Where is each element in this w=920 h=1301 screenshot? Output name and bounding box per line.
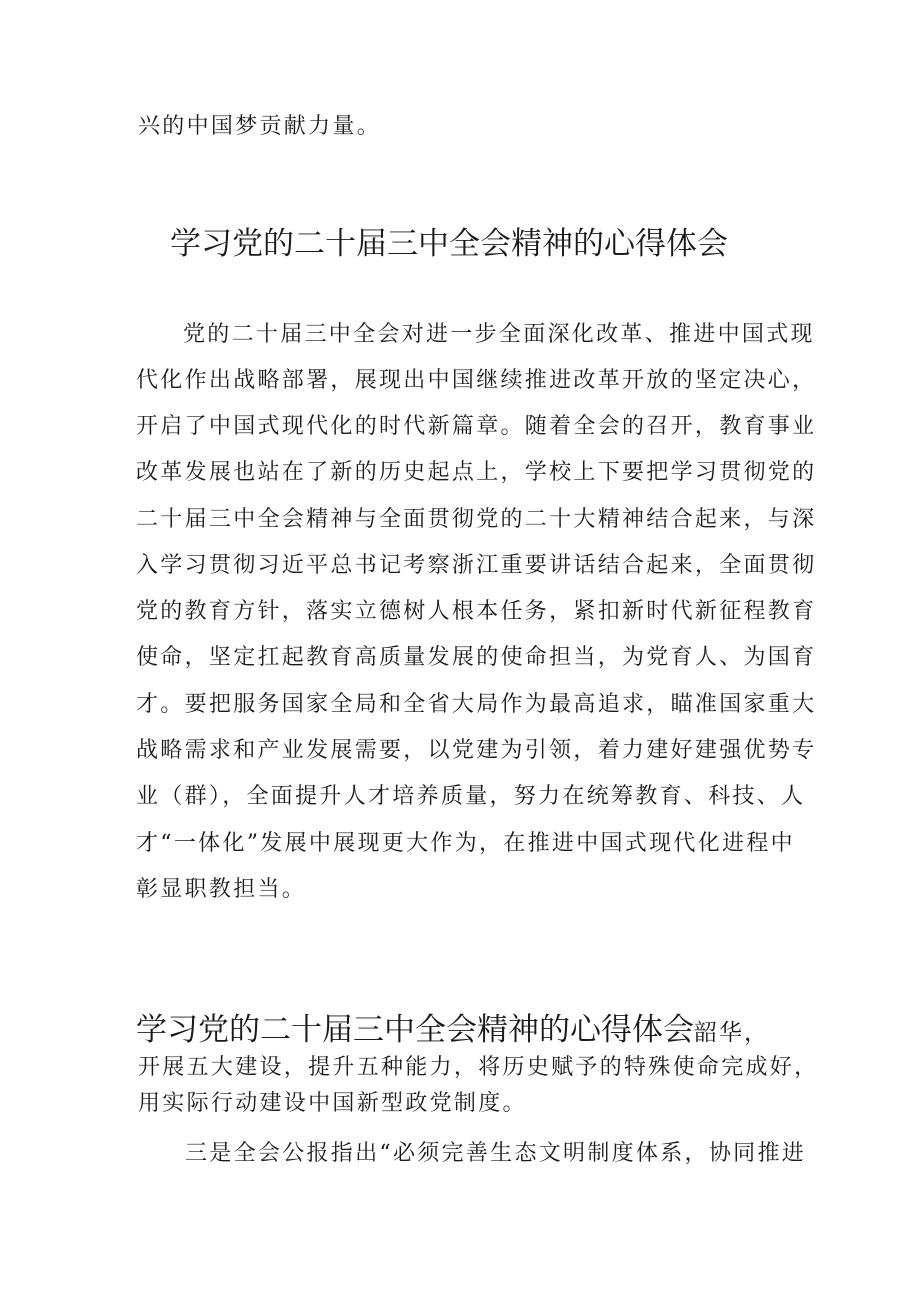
body-line: 三是全会公报指出“必须完善生态文明制度体系，协同推进 [185, 1141, 807, 1166]
body-line: 使命，坚定扛起教育高质量发展的使命担当，为党育人、为国育 [136, 645, 817, 670]
body-line: 开启了中国式现代化的时代新篇章。随着全会的召开，教育事业 [136, 414, 817, 439]
section-title: 学习党的二十届三中全会精神的心得体会 [170, 226, 728, 262]
body-line: 用实际行动建设中国新型政党制度。 [138, 1091, 527, 1116]
body-line: 业（群），全面提升人才培养质量，努力在统筹教育、科技、人 [136, 784, 806, 809]
body-line: 战略需求和产业发展需要，以党建为引领，着力建好建强优势专 [136, 738, 817, 763]
body-line: 党的二十届三中全会对进一步全面深化改革、推进中国式现 [183, 322, 815, 347]
body-line: 党的教育方针，落实立德树人根本任务，紧扣新时代新征程教育 [136, 599, 817, 624]
section-title-line [136, 1010, 769, 1053]
body-line: 入学习贯彻习近平总书记考察浙江重要讲话结合起来，全面贯彻 [136, 553, 817, 578]
body-line: 改革发展也站在了新的历史起点上，学校上下要把学习贯彻党的 [136, 460, 817, 485]
continued-paragraph-fragment: 兴的中国梦贡献力量。 [138, 114, 382, 139]
body-line: 代化作出战略部署，展现出中国继续推进改革开放的坚定决心， [136, 368, 817, 393]
body-line: 二十届三中全会精神与全面贯彻党的二十大精神结合起来，与深 [136, 507, 817, 532]
overlapped-text-tail: 韶华， [694, 1020, 769, 1046]
body-line: 彰显职教担当。 [136, 877, 307, 902]
body-line: 开展五大建设，提升五种能力，将历史赋予的特殊使命完成好， [138, 1055, 819, 1080]
body-line: 才“一体化”发展中展现更大作为，在推进中国式现代化进程中 [136, 831, 795, 856]
body-line: 才。要把服务国家全局和全省大局作为最高追求，瞄准国家重大 [136, 692, 817, 717]
section-title-overlay: 学习党的二十届三中全会精神的心得体会 [136, 1012, 694, 1048]
